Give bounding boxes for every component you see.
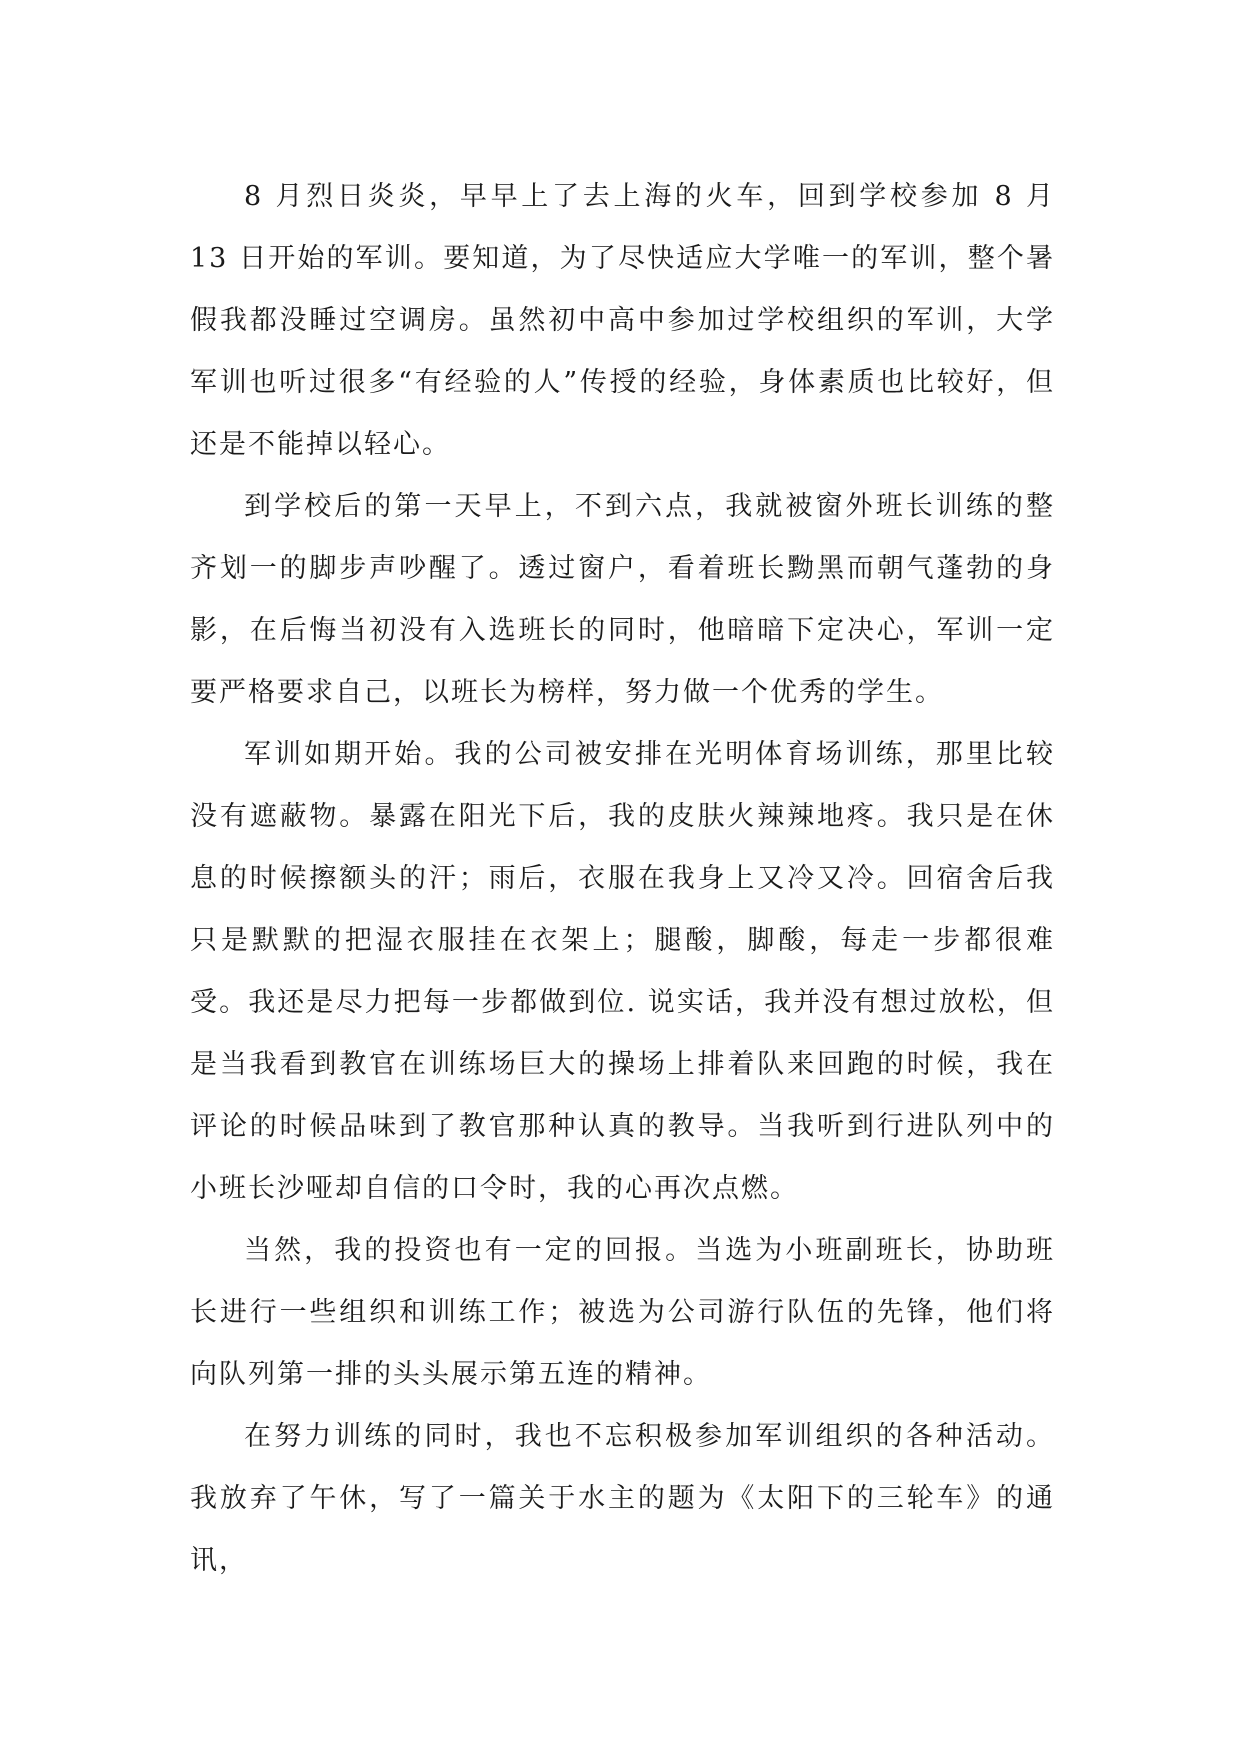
paragraph-3: 军训如期开始。我的公司被安排在光明体育场训练，那里比较没有遮蔽物。暴露在阳光下后，我的皮肤火辣辣地疼。我只是在休息的时候擦额头的汗；雨后，衣服在我身上又冷又冷。回宿舍后我只是默默的把湿衣服挂在衣架上；腿酸，脚酸，每走一步都很难受。我还是尽力把每一步都做到位. 说实话，我并没有想过放松，但是当我看到教官在训练场巨大的操场上排着队来回跑的时候，我在评论的时候品味到了教官那种认真的教导。当我听到行进队列中的小班长沙哑却自信的口令时，我的心再次点燃。	[190, 739, 1055, 1204]
paragraph-2: 到学校后的第一天早上，不到六点，我就被窗外班长训练的整齐划一的脚步声吵醒了。透过窗户，看着班长黝黑而朝气蓬勃的身影，在后悔当初没有入选班长的同时，他暗暗下定决心，军训一定要严格要求自己，以班长为榜样，努力做一个优秀的学生。	[190, 491, 1055, 708]
paragraph-1: 8 月烈日炎炎，早早上了去上海的火车，回到学校参加 8 月 13 日开始的军训。要知道，为了尽快适应大学唯一的军训，整个暑假我都没睡过空调房。虽然初中高中参加过学校组织的军训，大学军训也听过很多“有经验的人”传授的经验，身体素质也比较好，但还是不能掉以轻心。	[190, 181, 1055, 460]
paragraph-5: 在努力训练的同时，我也不忘积极参加军训组织的各种活动。我放弃了午休，写了一篇关于水主的题为《太阳下的三轮车》的通讯，	[190, 1421, 1055, 1576]
document-body	[190, 166, 1055, 1592]
paragraph-4: 当然，我的投资也有一定的回报。当选为小班副班长，协助班长进行一些组织和训练工作；被选为公司游行队伍的先锋，他们将向队列第一排的头头展示第五连的精神。	[190, 1235, 1055, 1390]
